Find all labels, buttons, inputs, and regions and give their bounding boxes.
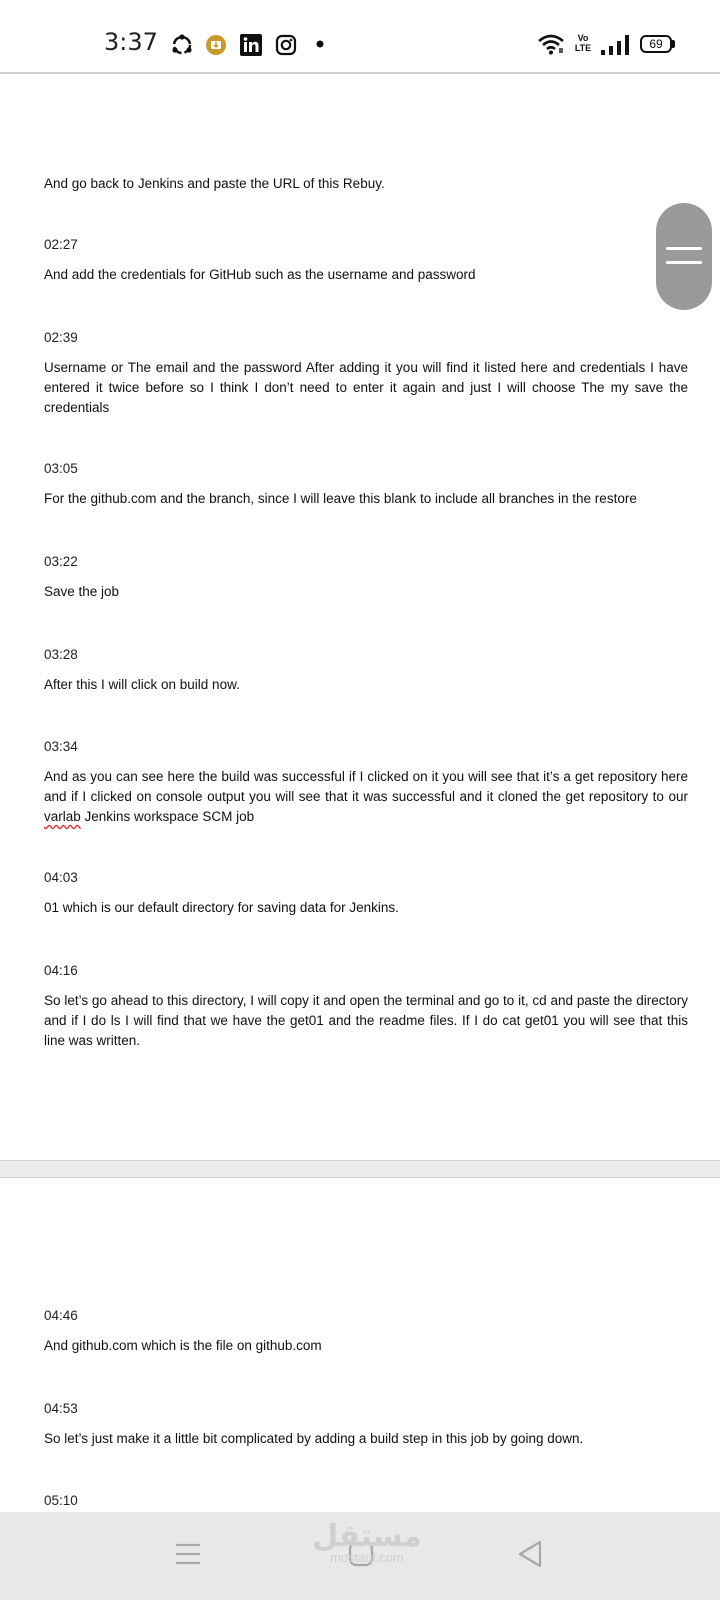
timestamp: 02:39 bbox=[44, 330, 78, 345]
linkedin-icon bbox=[240, 34, 262, 56]
transcript-text-part: Jenkins workspace SCM job bbox=[80, 809, 255, 824]
watermark-latin: mostaql.com bbox=[330, 1550, 404, 1565]
status-bar bbox=[0, 0, 720, 72]
notification-dot-icon bbox=[316, 40, 324, 48]
timestamp: 04:53 bbox=[44, 1401, 78, 1416]
transcript-text: Save the job bbox=[44, 584, 120, 599]
timestamp: 04:46 bbox=[44, 1308, 78, 1323]
download-badge-icon bbox=[205, 34, 227, 56]
transcript-text: For the github.com and the branch, since I will leave this blank to include all branches in the restore bbox=[44, 491, 637, 506]
wifi-icon bbox=[537, 33, 565, 55]
watermark-arabic: مستقل bbox=[312, 1519, 422, 1554]
spellcheck-flagged-word: varlab bbox=[44, 809, 81, 824]
document-page-2[interactable] bbox=[0, 1178, 720, 1512]
battery-tip bbox=[672, 40, 675, 48]
timestamp: 04:16 bbox=[44, 963, 78, 978]
transcript-text: After this I will click on build now. bbox=[44, 677, 240, 692]
instagram-icon bbox=[275, 34, 297, 56]
battery-icon bbox=[640, 35, 672, 53]
transcript-text: Username or The email and the password After adding it you will find it listed here and credentials I have entered it twice before so I think I don’t need to enter it again and just I will choose The my save the credentials bbox=[44, 360, 688, 415]
timestamp: 02:27 bbox=[44, 237, 78, 252]
menu-icon[interactable] bbox=[175, 1541, 201, 1567]
volte-icon: Vo LTE bbox=[574, 33, 592, 53]
page-break bbox=[0, 1160, 720, 1178]
timestamp: 05:10 bbox=[44, 1493, 78, 1508]
timestamp: 03:28 bbox=[44, 647, 78, 662]
status-time: 3:37 bbox=[104, 28, 158, 56]
back-icon[interactable] bbox=[516, 1539, 544, 1569]
timestamp: 03:34 bbox=[44, 739, 78, 754]
watermark bbox=[312, 1520, 422, 1565]
timestamp: 04:03 bbox=[44, 870, 78, 885]
document-page-1[interactable] bbox=[0, 74, 720, 1160]
fast-scroll-handle[interactable] bbox=[656, 203, 712, 310]
transcript-text bbox=[44, 767, 688, 827]
handle-grip-line bbox=[666, 261, 702, 264]
transcript-text: 01 which is our default directory for saving data for Jenkins. bbox=[44, 900, 399, 915]
transcript-text: And go back to Jenkins and paste the URL of this Rebuy. bbox=[44, 176, 385, 191]
transcript-text: And github.com which is the file on github.com bbox=[44, 1338, 322, 1353]
handle-grip-line bbox=[666, 247, 702, 250]
battery-level: 69 bbox=[649, 37, 663, 51]
signal-icon bbox=[600, 34, 630, 56]
timestamp: 03:05 bbox=[44, 461, 78, 476]
sync-icon bbox=[170, 33, 194, 57]
transcript-text: And add the credentials for GitHub such as the username and password bbox=[44, 267, 476, 282]
transcript-text: So let’s just make it a little bit complicated by adding a build step in this job by going down. bbox=[44, 1431, 584, 1446]
transcript-text: So let’s go ahead to this directory, I will copy it and open the terminal and go to it, cd and paste the directory and if I do ls I will find that we have the get01 and the readme files. If I do cat get01 you will see that this line was written. bbox=[44, 993, 688, 1048]
timestamp: 03:22 bbox=[44, 554, 78, 569]
transcript-text-part: And as you can see here the build was successful if I clicked on it you will see that it’s a get repository here and if I clicked on console output you will see that it was successful and it cloned the get repository to our bbox=[44, 769, 688, 804]
